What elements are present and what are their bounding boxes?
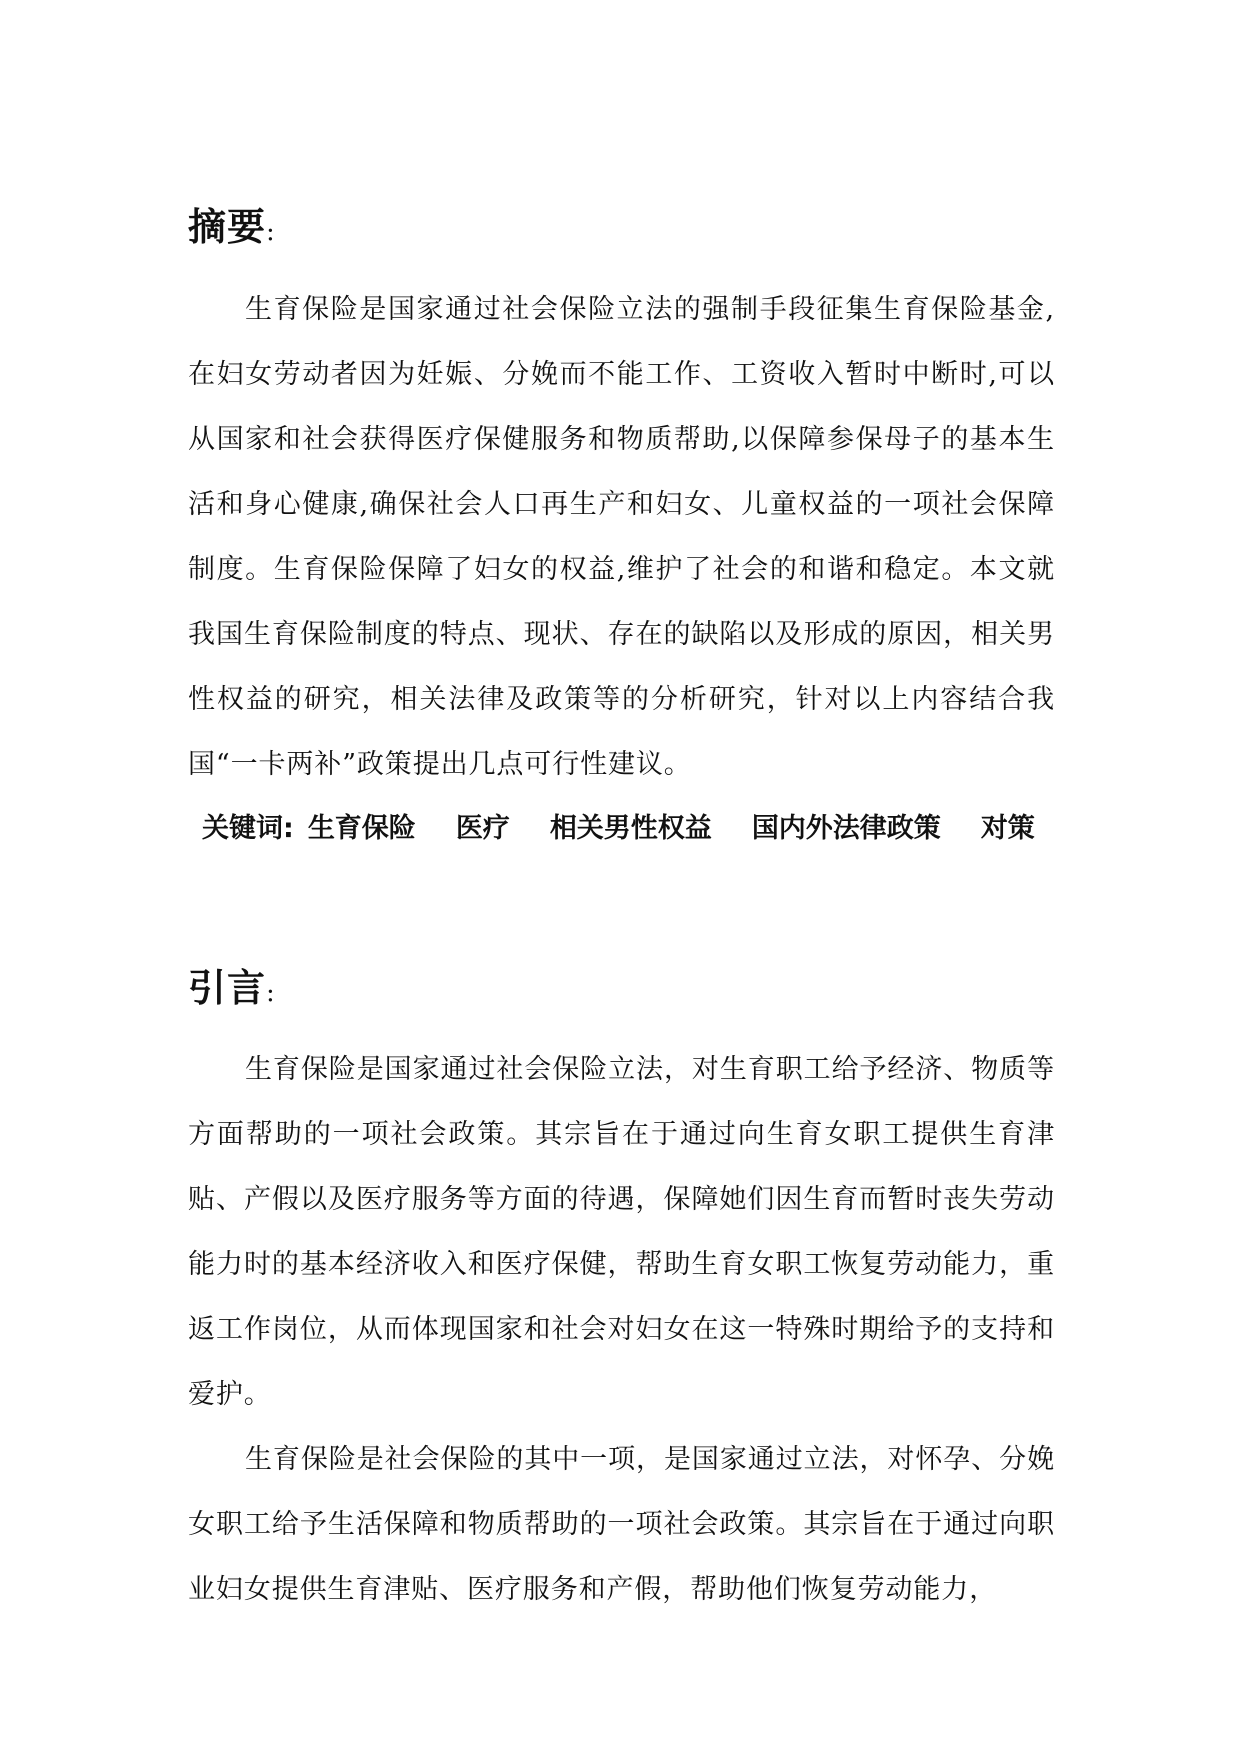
abstract-heading-colon: : xyxy=(266,217,276,247)
introduction-paragraph-1: 生育保险是国家通过社会保险立法，对生育职工给予经济、物质等方面帮助的一项社会政策。其宗旨在于通过向生育女职工提供生育津贴、产假以及医疗服务等方面的待遇，保障她们因生育而暂时丧失劳动能力时的基本经济收入和医疗保健，帮助生育女职工恢复劳动能力，重返工作岗位，从而体现国家和社会对妇女在这一特殊时期给予的支持和爱护。 xyxy=(188,1054,1055,1410)
introduction-heading-text: 引言 xyxy=(188,965,267,1010)
abstract-heading-text: 摘要 xyxy=(188,204,267,249)
keyword-item: 对策 xyxy=(980,813,1035,844)
abstract-paragraph: 生育保险是国家通过社会保险立法的强制手段征集生育保险基金,在妇女劳动者因为妊娠、分娩而不能工作、工资收入暂时中断时,可以从国家和社会获得医疗保健服务和物质帮助,以保障参保母子的基本生活和身心健康,确保社会人口再生产和妇女、儿童权益的一项社会保障制度。生育保险保障了妇女的权益,维护了社会的和谐和稳定。本文就我国生育保险制度的特点、现状、存在的缺陷以及形成的原因，相关男性权益的研究，相关法律及政策等的分析研究，针对以上内容结合我国“一卡两补”政策提出几点可行性建议。 xyxy=(188,294,1055,780)
abstract-heading xyxy=(188,202,276,257)
keywords-label: 关键词: xyxy=(202,813,294,844)
keyword-item: 相关男性权益 xyxy=(549,813,712,844)
keyword-item: 医疗 xyxy=(455,813,510,844)
introduction-heading-colon: : xyxy=(266,978,276,1008)
keyword-item: 生育保险 xyxy=(307,813,416,844)
keyword-item: 国内外法律政策 xyxy=(751,813,941,844)
introduction-heading xyxy=(188,963,276,1018)
keywords-line xyxy=(188,797,1055,861)
introduction-paragraph-2: 生育保险是社会保险的其中一项，是国家通过立法，对怀孕、分娩女职工给予生活保障和物质帮助的一项社会政策。其宗旨在于通过向职业妇女提供生育津贴、医疗服务和产假，帮助他们恢复劳动能力， xyxy=(188,1444,1055,1605)
